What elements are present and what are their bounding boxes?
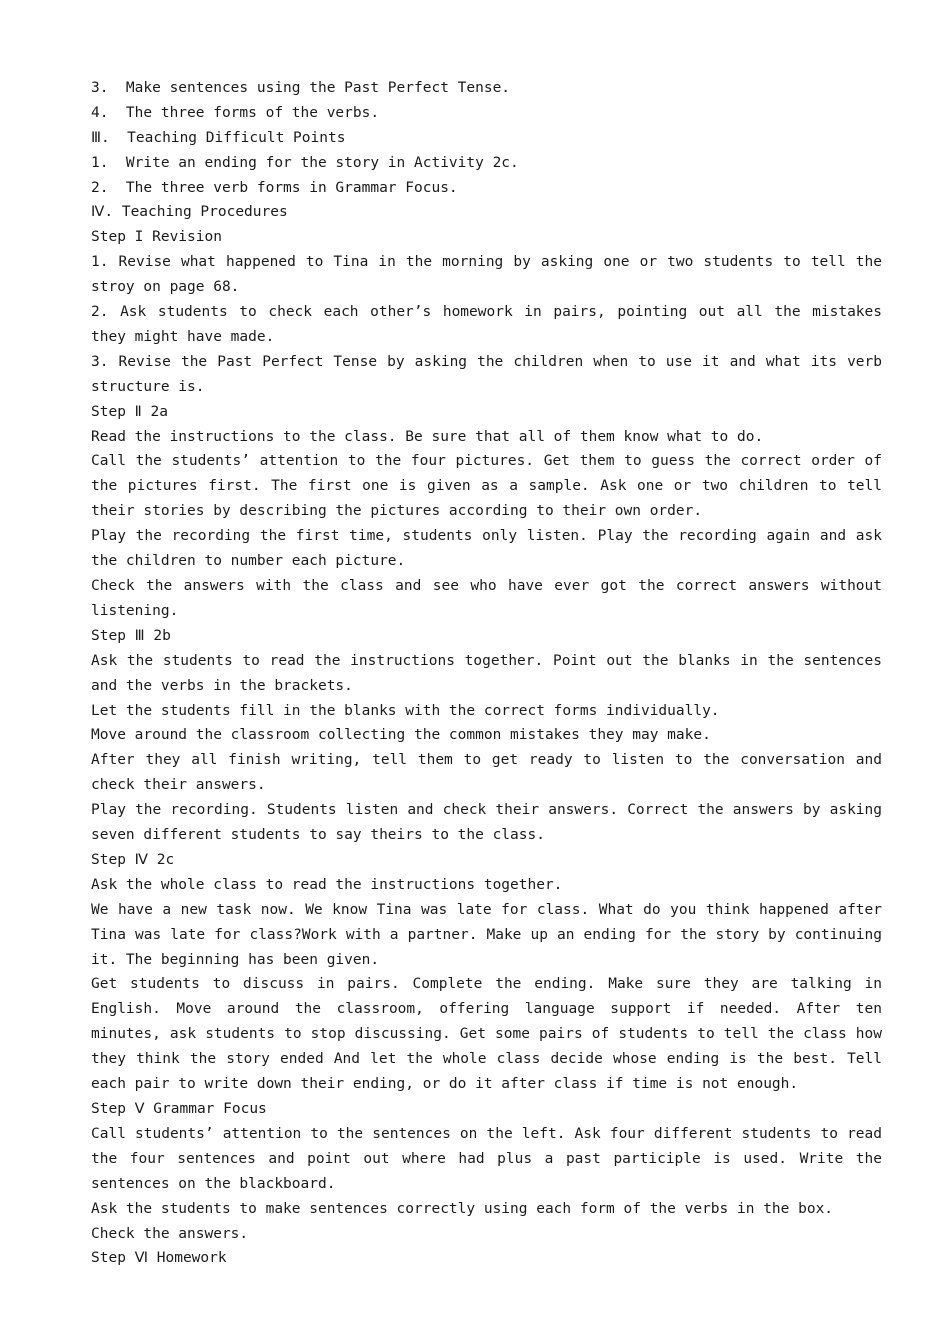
section-heading-procedures: Ⅳ. Teaching Procedures	[91, 204, 288, 221]
section-heading-difficult-points: Ⅲ. Teaching Difficult Points	[91, 129, 346, 146]
step-2-paragraph-1: Read the instructions to the class. Be sure that all of them know what to do.	[91, 428, 764, 445]
revision-item-1: 1. Revise what happened to Tina in the morning by asking one or two students to tell the stroy on page 68.	[91, 254, 882, 296]
step-5-paragraph-2: Ask the students to make sentences correctly using each form of the verbs in the box.	[91, 1200, 834, 1217]
step-3-paragraph-4: After they all finish writing, tell them to get ready to listen to the conversation and check their answers.	[91, 752, 882, 794]
difficult-point-1: 1. Write an ending for the story in Activity 2c.	[91, 154, 519, 171]
revision-item-3: 3. Revise the Past Perfect Tense by asking the children when to use it and what its verb structure is.	[91, 353, 882, 395]
step-6-heading: Step Ⅵ Homework	[91, 1250, 227, 1267]
step-5-heading: Step Ⅴ Grammar Focus	[91, 1101, 267, 1117]
step-3-paragraph-3: Move around the classroom collecting the common mistakes they may make.	[91, 727, 711, 744]
objective-4: 4. The three forms of the verbs.	[91, 104, 380, 121]
step-1-heading: Step I Revision	[91, 229, 222, 246]
step-3-paragraph-5: Play the recording. Students listen and check their answers. Correct the answers by asking seven different students to say theirs to the class.	[91, 802, 882, 844]
step-2-paragraph-3: Play the recording the first time, students only listen. Play the recording again and ask the children to number each picture.	[91, 528, 882, 570]
step-3-paragraph-2: Let the students fill in the blanks with the correct forms individually.	[91, 702, 720, 719]
step-5-paragraph-3: Check the answers.	[91, 1225, 249, 1242]
step-3-heading: Step Ⅲ 2b	[91, 627, 171, 644]
step-2-heading: Step Ⅱ 2a	[91, 403, 168, 420]
step-3-paragraph-1: Ask the students to read the instructions together. Point out the blanks in the sentences and the verbs in the brackets.	[91, 652, 882, 694]
step-4-paragraph-1: Ask the whole class to read the instructions together.	[91, 876, 563, 893]
step-2-paragraph-2: Call the students’ attention to the four pictures. Get them to guess the correct order of the pictures first. The first one is given as a sample. Ask one or two children to tell their stories by describing the pictures according to their own order.	[91, 453, 882, 520]
revision-item-2: 2. Ask students to check each other’s homework in pairs, pointing out all the mistakes they might have made.	[91, 304, 882, 345]
step-2-paragraph-4: Check the answers with the class and see who have ever got the correct answers without listening.	[91, 578, 882, 619]
step-4-paragraph-3: Get students to discuss in pairs. Complete the ending. Make sure they are talking in English. Move around the classroom, offering language support if needed. After ten minutes, ask students to stop discussing. Get some pairs of students to tell the class how they think the story ended And let the whole class decide whose ending is the best. Tell each pair to write down their ending, or do it after class if time is not enough.	[91, 976, 882, 1093]
difficult-point-2: 2. The three verb forms in Grammar Focus.	[91, 179, 458, 196]
step-4-heading: Step Ⅳ 2c	[91, 851, 175, 868]
step-5-paragraph-1: Call students’ attention to the sentences on the left. Ask four different students to read the four sentences and point out where had plus a past participle is used. Write the sentences on the blackboard.	[91, 1125, 882, 1192]
step-4-paragraph-2: We have a new task now. We know Tina was late for class. What do you think happened after Tina was late for class?Work with a partner. Make up an ending for the story by continuing it. The beginning has been given.	[91, 901, 882, 968]
objective-3: 3. Make sentences using the Past Perfect Tense.	[91, 80, 511, 96]
document-page	[91, 76, 882, 1271]
